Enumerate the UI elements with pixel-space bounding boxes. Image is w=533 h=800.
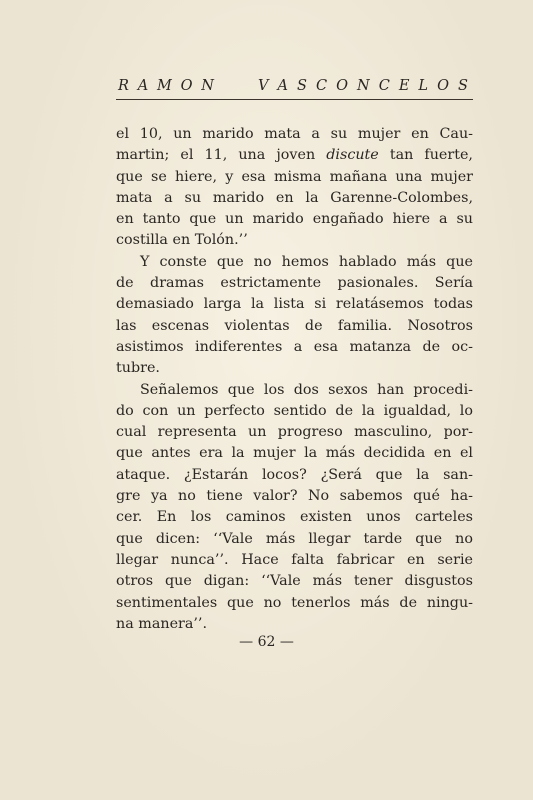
text-line: las escenas violentas de familia. Nosotros: [116, 317, 473, 334]
text-line: de dramas estrictamente pasionales. Sería: [116, 275, 473, 292]
running-head-letter: A: [277, 78, 288, 94]
running-head-letter: O: [437, 78, 449, 94]
running-head-author-last: [258, 78, 468, 94]
running-head-letter: C: [315, 78, 328, 94]
running-head-letter: S: [297, 78, 307, 94]
text-line: en tanto que un marido engañado hiere a su: [116, 211, 473, 228]
page-number: — 62 —: [239, 634, 294, 650]
header-rule: [116, 99, 473, 100]
text-line: el 10, un marido mata a su mujer en Cau-: [116, 126, 473, 142]
running-head-author-first: [118, 78, 214, 94]
text-line: cer. En los caminos existen unos carteles: [116, 509, 473, 526]
text-line: costilla en Tolón.’’: [116, 232, 248, 249]
running-head-letter: M: [156, 78, 172, 94]
running-head-letter: V: [258, 78, 269, 94]
text-line: cual representa un progreso masculino, por-: [116, 424, 473, 441]
text-line: que se hiere, y esa misma mañana una mujer: [116, 168, 473, 185]
text-line: sentimentales que no tenerlos más de ningu-: [116, 594, 473, 611]
text-line: llegar nunca’’. Hace falta fabricar en serie: [116, 551, 473, 568]
running-head-letter: N: [356, 78, 370, 94]
text-line: mata a su marido en la Garenne-Colombes,: [116, 189, 473, 206]
text-line: do con un perfecto sentido de la igualdad, lo: [116, 402, 473, 419]
text-line: na manera’’.: [116, 615, 208, 632]
text-line: gre ya no tiene valor? No sabemos qué ha-: [116, 488, 473, 505]
text-line: demasiado larga la lista si relatásemos todas: [116, 296, 473, 313]
running-head-letter: O: [336, 78, 348, 94]
paragraph-3: [116, 380, 473, 636]
text-line: ataque. ¿Estarán locos? ¿Será que la san-: [116, 466, 473, 483]
text-line: tubre.: [116, 360, 160, 377]
text-line: Y conste que no hemos hablado más que: [140, 253, 473, 270]
text-line: asistimos indiferentes a esa matanza de oc-: [116, 338, 473, 355]
running-head-letter: N: [201, 78, 214, 94]
text-line: martin; el 11, una joven discute tan fuerte,: [116, 147, 473, 164]
running-head-letter: L: [418, 78, 429, 94]
running-head-letter: O: [180, 78, 193, 94]
text-line: que antes era la mujer la más decidida en el: [116, 445, 473, 462]
running-head-letter: S: [457, 78, 468, 94]
italic-word: discute: [326, 147, 379, 164]
text-line: otros que digan: ‘‘Vale más tener disgustos: [116, 573, 473, 590]
text-line: Señalemos que los dos sexos han procedi-: [140, 381, 473, 398]
running-head-letter: E: [398, 78, 410, 94]
paragraph-2: [116, 252, 473, 380]
running-head: [118, 78, 468, 94]
body-text: [116, 124, 473, 635]
running-head-letter: C: [378, 78, 390, 94]
paragraph-1: [116, 124, 473, 252]
running-head-letter: A: [137, 78, 149, 94]
text-line: que dicen: ‘‘Vale más llegar tarde que no: [116, 530, 473, 547]
running-head-letter: R: [118, 78, 129, 94]
